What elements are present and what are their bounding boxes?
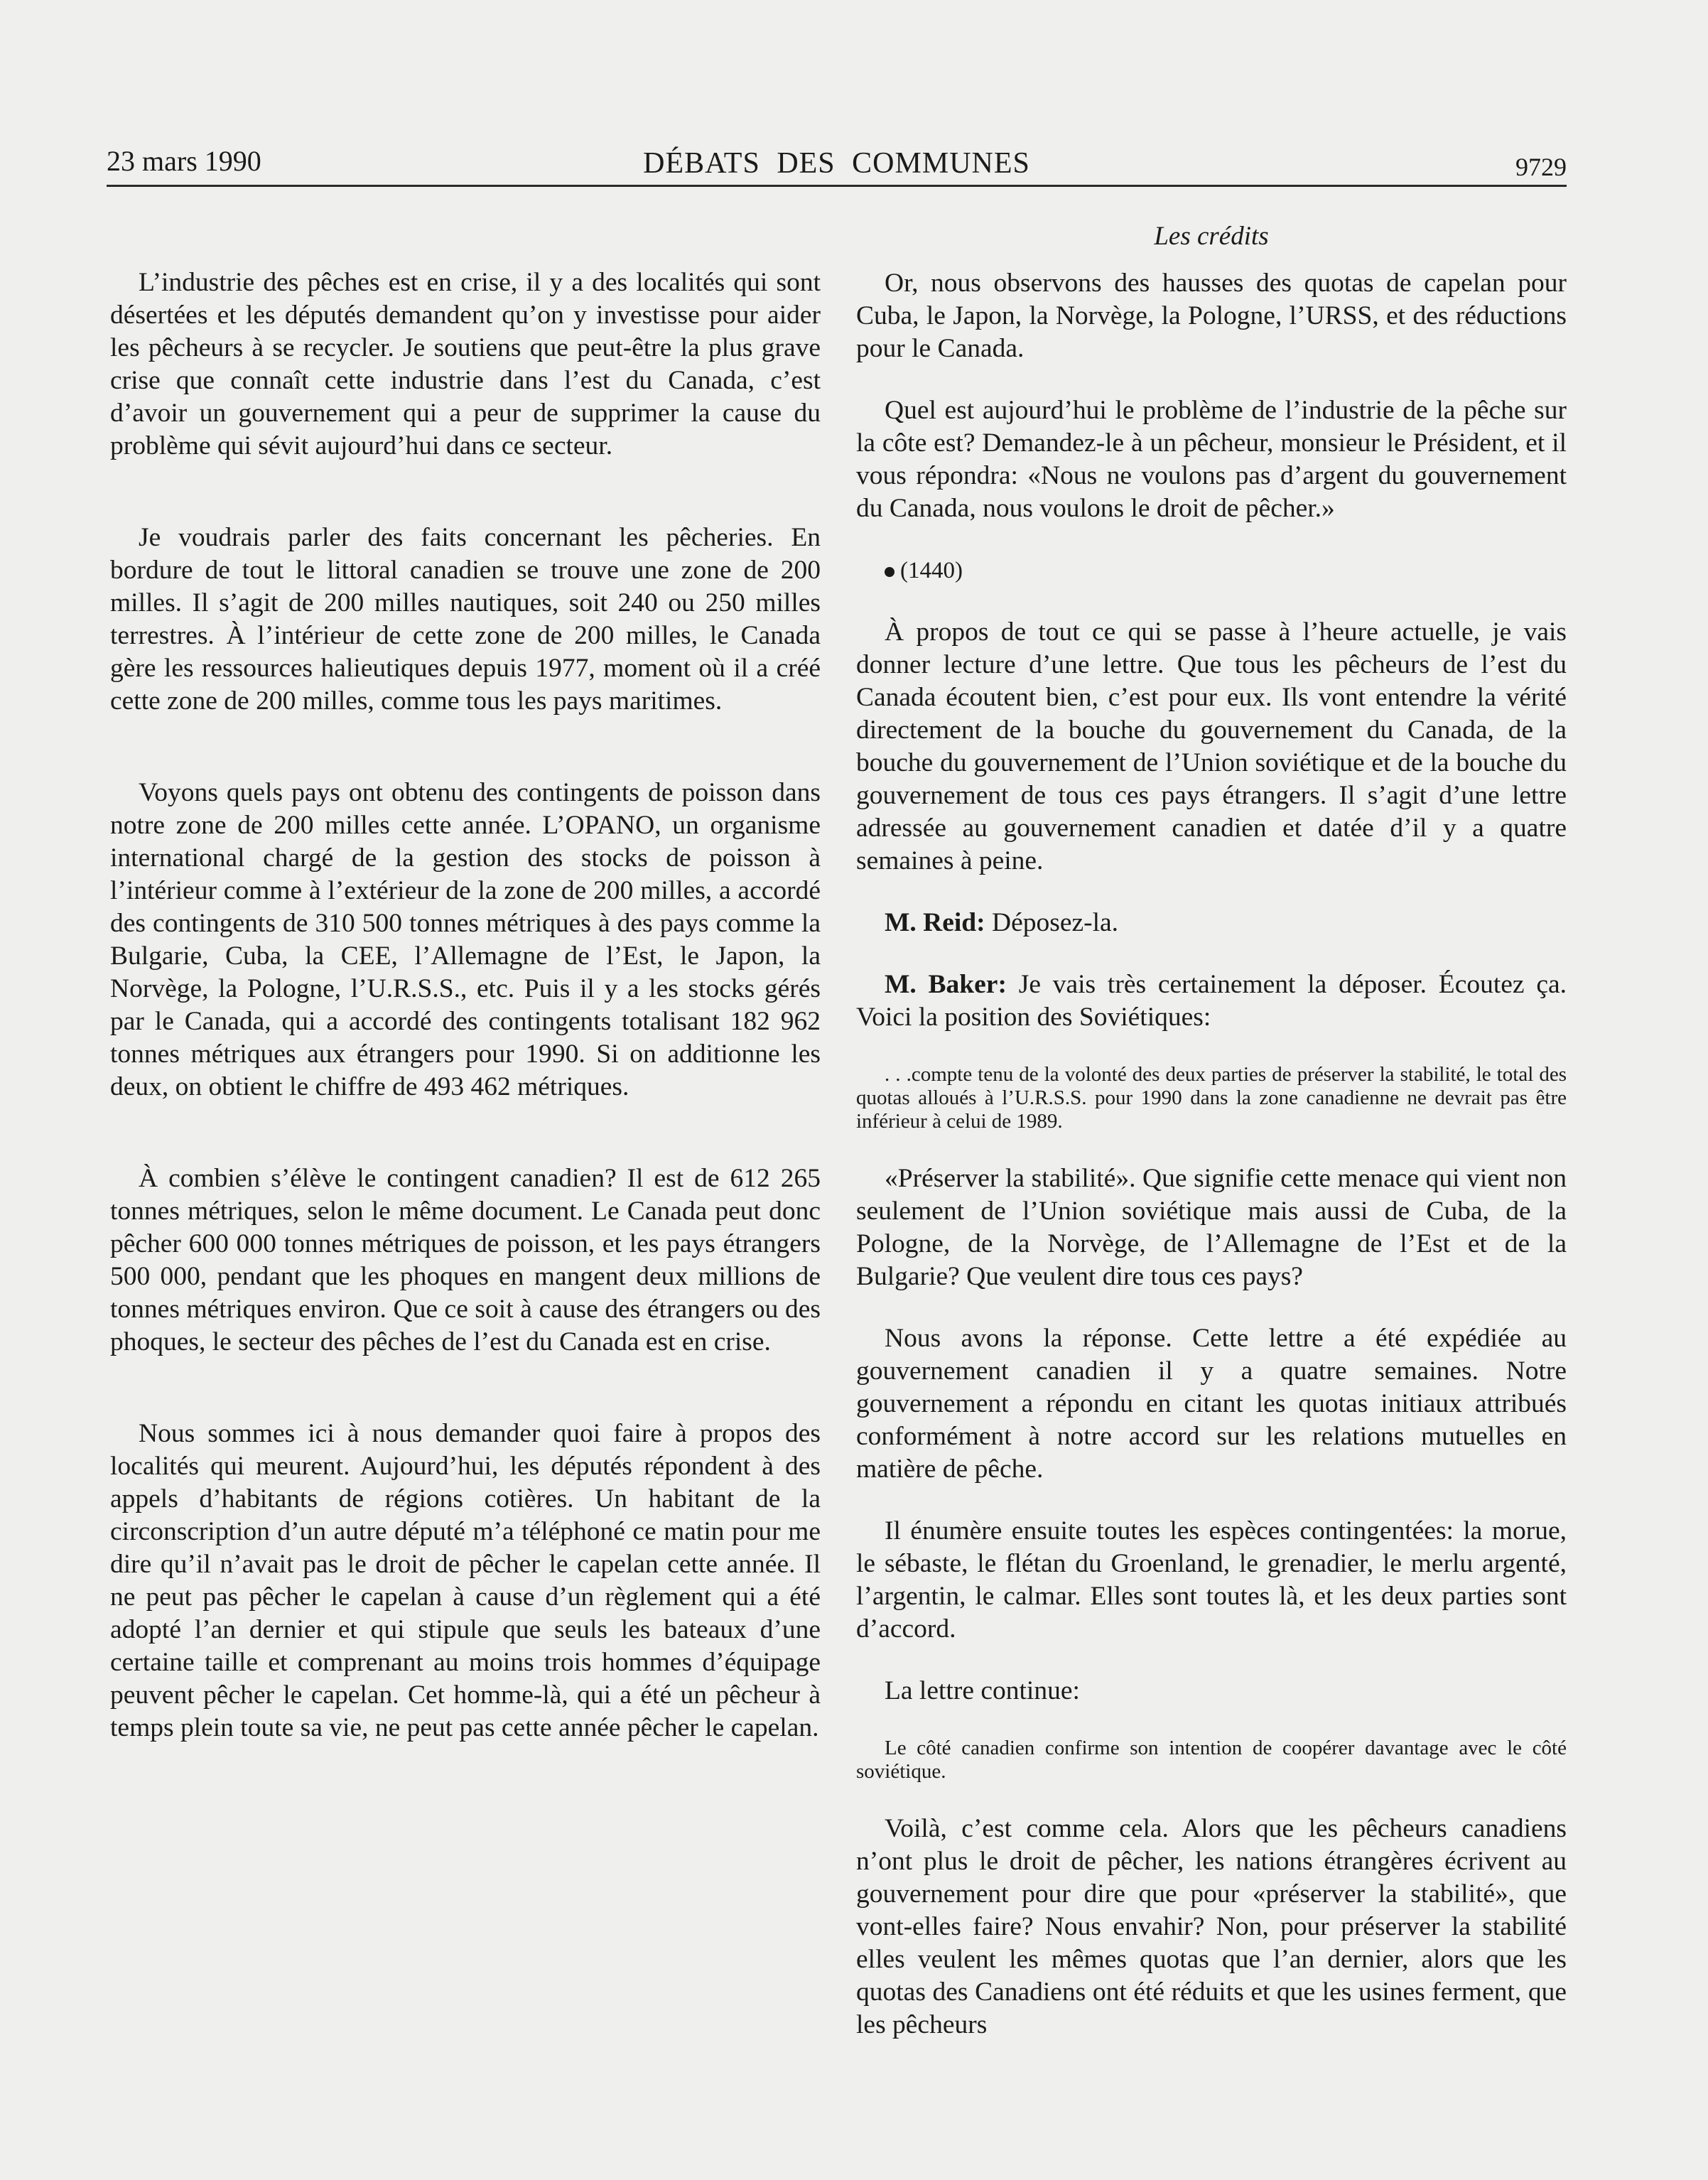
header-date: 23 mars 1990 — [107, 145, 261, 177]
time-marker-text: (1440) — [900, 558, 963, 583]
speech-text: Je vais très certainement la déposer. Écoutez ça. Voici la position des Soviétiques: — [856, 970, 1567, 1032]
speech-text: Déposez-la. — [985, 908, 1119, 937]
speaker-name: M. Reid: — [885, 908, 985, 937]
paragraph: «Préserver la stabilité». Que signifie cette menace qui vient non seulement de l’Union soviétique mais aussi de Cuba, de la Pologne, de la Norvège, de l’Allemagne de l’Est et de la Bulgarie? Que veulent dire tous ces pays? — [856, 1164, 1567, 1291]
paragraph: Voyons quels pays ont obtenu des contingents de poisson dans notre zone de 200 milles cette année. L’OPANO, un organisme international chargé de la gestion des stocks de poisson à l’intérieur comme à l’extérieur de la zone de 200 milles, a accordé des contingents de 310 500 tonnes métriques à des pays comme la Bulgarie, Cuba, la CEE, l’Allemagne de l’Est, le Japon, la Norvège, la Pologne, l’U.R.S.S., etc. Puis il y a les stocks gérés par le Canada, qui a accordé des contingents totalisant 182 962 tonnes métriques aux étrangers pour 1990. Si on additionne les deux, on obtient le chiffre de 493 462 métriques. — [110, 778, 821, 1101]
paragraph: Je voudrais parler des faits concernant les pêcheries. En bordure de tout le littoral canadien se trouve une zone de 200 milles. Il s’agit de 200 milles nautiques, soit 240 ou 250 milles terrestres. À l’intérieur de cette zone de 200 milles, le Canada gère les ressources halieutiques depuis 1977, moment où il a créé cette zone de 200 milles, comme tous les pays maritimes. — [110, 523, 821, 716]
page-header — [107, 141, 1567, 187]
paragraph: Or, nous observons des hausses des quotas de capelan pour Cuba, le Japon, la Norvège, la Pologne, l’URSS, et des réductions pour le Canada. — [856, 269, 1567, 363]
speech-baker — [856, 968, 1567, 1034]
paragraph: La lettre continue: — [885, 1676, 1080, 1705]
paragraph: Nous avons la réponse. Cette lettre a été expédiée au gouvernement canadien il y a quatre semaines. Notre gouvernement a répondu en citant les quotas initiaux attribués conformément à notre accord sur les relations mutuelles en matière de pêche. — [856, 1324, 1567, 1484]
paragraph: Nous sommes ici à nous demander quoi faire à propos des localités qui meurent. Aujourd’hui, les députés répondent à des appels d’habitants de régions cotières. Un habitant de la circonscription d’un autre député m’a téléphoné ce matin pour me dire qu’il n’avait pas le droit de pêcher le capelan cette année. Il ne peut pas pêcher le capelan à cause d’un règlement qui a été adopté l’an dernier et qui stipule que seuls les bateaux d’une certaine taille et comprenant au moins trois hommes d’équipage peuvent pêcher le capelan. Cet homme-là, qui a été un pêcheur à temps plein toute sa vie, ne peut pas cette année pêcher le capelan. — [110, 1419, 821, 1742]
paragraph: Voilà, c’est comme cela. Alors que les pêcheurs canadiens n’ont plus le droit de pêcher, les nations étrangères écrivent au gouvernement pour dire que pour «préserver la stabilité», que vont-elles faire? Nous envahir? Non, pour préserver la stabilité elles veulent les mêmes quotas que l’an dernier, alors que les quotas des Canadiens ont été réduits et que les usines ferment, que les pêcheurs — [856, 1814, 1567, 2039]
header-page-number: 9729 — [1515, 153, 1567, 181]
right-column — [856, 192, 1567, 2071]
block-quote: Le côté canadien confirme son intention de coopérer davantage avec le côté soviétique. — [856, 1737, 1567, 1783]
bullet-icon — [885, 567, 894, 577]
paragraph: À combien s’élève le contingent canadien? Il est de 612 265 tonnes métriques, selon le même document. Le Canada peut donc pêcher 600 000 tonnes métriques de poisson, et les pays étrangers 500 000, pendant que les phoques en mangent deux millions de tonnes métriques environ. Que ce soit à cause des étrangers ou des phoques, le secteur des pêches de l’est du Canada est en crise. — [110, 1164, 821, 1356]
time-marker — [856, 554, 1567, 587]
speech-reid — [856, 907, 1567, 939]
speaker-name: M. Baker: — [885, 970, 1007, 999]
left-column — [110, 266, 821, 1803]
paragraph: Quel est aujourd’hui le problème de l’industrie de la pêche sur la côte est? Demandez-le à un pêcheur, monsieur le Président, et il vous répondra: «Nous ne voulons pas d’argent du gouvernement du Canada, nous voulons le droit de pêcher.» — [856, 396, 1567, 523]
header-title: DÉBATS DES COMMUNES — [643, 147, 1030, 180]
paragraph: Il énumère ensuite toutes les espèces contingentées: la morue, le sébaste, le flétan du Groenland, le grenadier, le merlu argenté, l’argentin, le calmar. Elles sont toutes là, et les deux parties sont d’accord. — [856, 1516, 1567, 1644]
section-title: Les crédits — [1154, 222, 1269, 251]
paragraph: L’industrie des pêches est en crise, il y a des localités qui sont désertées et les députés demandent qu’on y investisse pour aider les pêcheurs à se recycler. Je soutiens que peut-être la plus grave crise que connaît cette industrie dans l’est du Canada, c’est d’avoir un gouvernement qui a peur de supprimer la cause du problème qui sévit aujourd’hui dans ce secteur. — [110, 268, 821, 460]
paragraph: À propos de tout ce qui se passe à l’heure actuelle, je vais donner lecture d’une lettre. Que tous les pêcheurs de l’est du Canada écoutent bien, c’est pour eux. Ils vont entendre la vérité directement de la bouche du gouvernement du Canada, de la bouche du gouvernement de l’Union soviétique et de la bouche du gouvernement de tous ces pays étrangers. Il s’agit d’une lettre adressée au gouvernement canadien et datée d’il y a quatre semaines à peine. — [856, 617, 1567, 875]
block-quote: . . .compte tenu de la volonté des deux parties de préserver la stabilité, le total des quotas alloués à l’U.R.S.S. pour 1990 dans la zone canadienne ne devrait pas être inférieur à celui de 1989. — [856, 1063, 1567, 1133]
